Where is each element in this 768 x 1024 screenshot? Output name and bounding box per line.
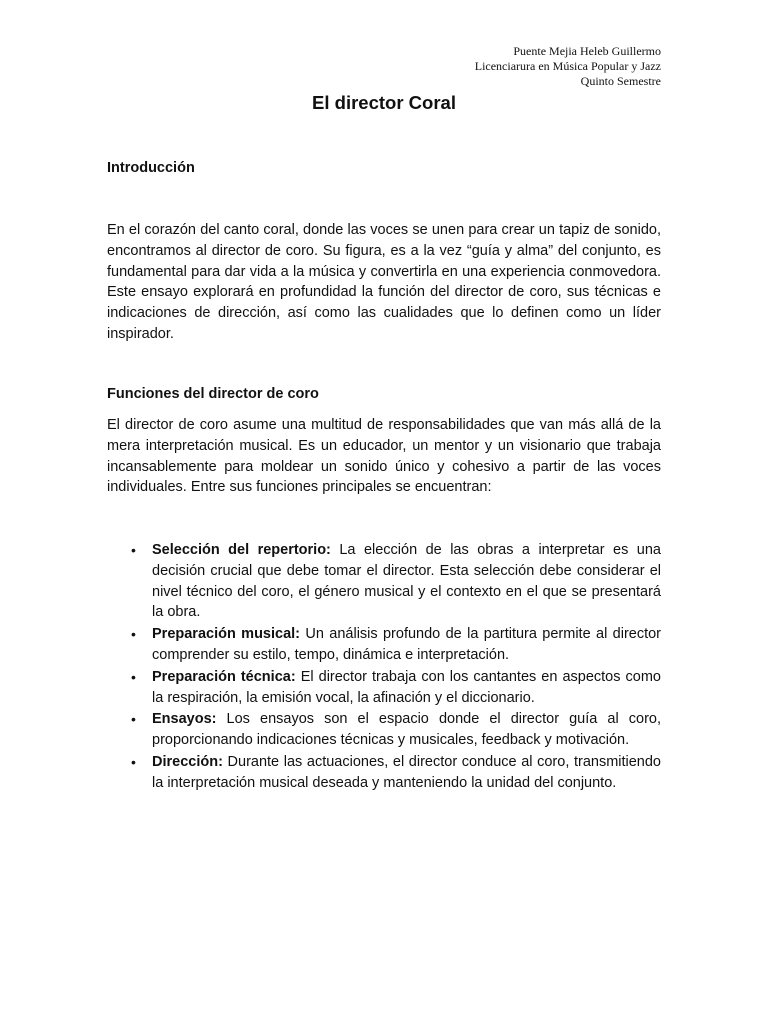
- list-item-text: El director trabaja con los cantantes en aspectos como la respiración, la emisión vocal, la afinación y el diccionario.: [152, 668, 661, 706]
- list-item-text: La elección de las obras a interpretar es una decisión crucial que debe tomar el director. Esta selección debe considerar el nivel técnico del coro, el género musical y el contexto en el que se presentará la obra.: [152, 542, 661, 621]
- functions-list: [107, 540, 661, 795]
- bullet-icon: •: [131, 668, 136, 685]
- bullet-icon: •: [131, 753, 136, 770]
- intro-heading: Introducción: [107, 160, 195, 176]
- author-header: [475, 44, 661, 89]
- list-item-text: Un análisis profundo de la partitura permite al director comprender su estilo, tempo, dinámica e interpretación.: [152, 626, 662, 663]
- functions-heading: Funciones del director de coro: [107, 386, 319, 402]
- list-item-term: Dirección:: [152, 753, 223, 770]
- list-item-term: Ensayos:: [152, 711, 217, 728]
- document-title: El director Coral: [312, 92, 456, 113]
- list-item: [107, 624, 661, 666]
- intro-paragraph: En el corazón del canto coral, donde las voces se unen para crear un tapiz de sonido, encontramos al director de coro. Su figura, es a la vez “guía y alma” del conjunto, es fundamental para dar vida a la música y convertirla en una experiencia conmovedora. Este ensayo explorará en profundidad la función del director de coro, sus técnicas e indicaciones de dirección, así como las cualidades que lo definen como un líder inspirador.: [107, 222, 661, 342]
- list-item-term: Preparación musical:: [152, 626, 301, 643]
- list-item: [107, 709, 661, 751]
- list-item-term: Preparación técnica:: [152, 668, 296, 685]
- bullet-icon: •: [131, 711, 136, 728]
- author-name: Puente Mejia Heleb Guillermo: [513, 44, 661, 58]
- bullet-icon: •: [131, 542, 136, 558]
- semester: Quinto Semestre: [580, 74, 661, 88]
- list-item: [107, 540, 661, 623]
- list-item-term: Selección del repertorio:: [152, 542, 331, 558]
- list-item-text: Los ensayos son el espacio donde el director guía al coro, proporcionando indicaciones técnicas y musicales, feedback y motivación.: [152, 711, 661, 749]
- list-item: [107, 752, 661, 794]
- program-name: Licenciarura en Música Popular y Jazz: [474, 59, 661, 73]
- functions-paragraph: El director de coro asume una multitud de responsabilidades que van más allá de la mera interpretación musical. Es un educador, un mentor y un visionario que trabaja incansablemente para moldear un sonido único y cohesivo a partir de las voces individuales. Entre sus funciones principales se encuentran:: [107, 417, 661, 496]
- list-item-text: Durante las actuaciones, el director conduce al coro, transmitiendo la interpretación musical deseada y manteniendo la unidad del conjunto.: [152, 753, 661, 791]
- bullet-icon: •: [131, 626, 136, 643]
- list-item: [107, 667, 661, 709]
